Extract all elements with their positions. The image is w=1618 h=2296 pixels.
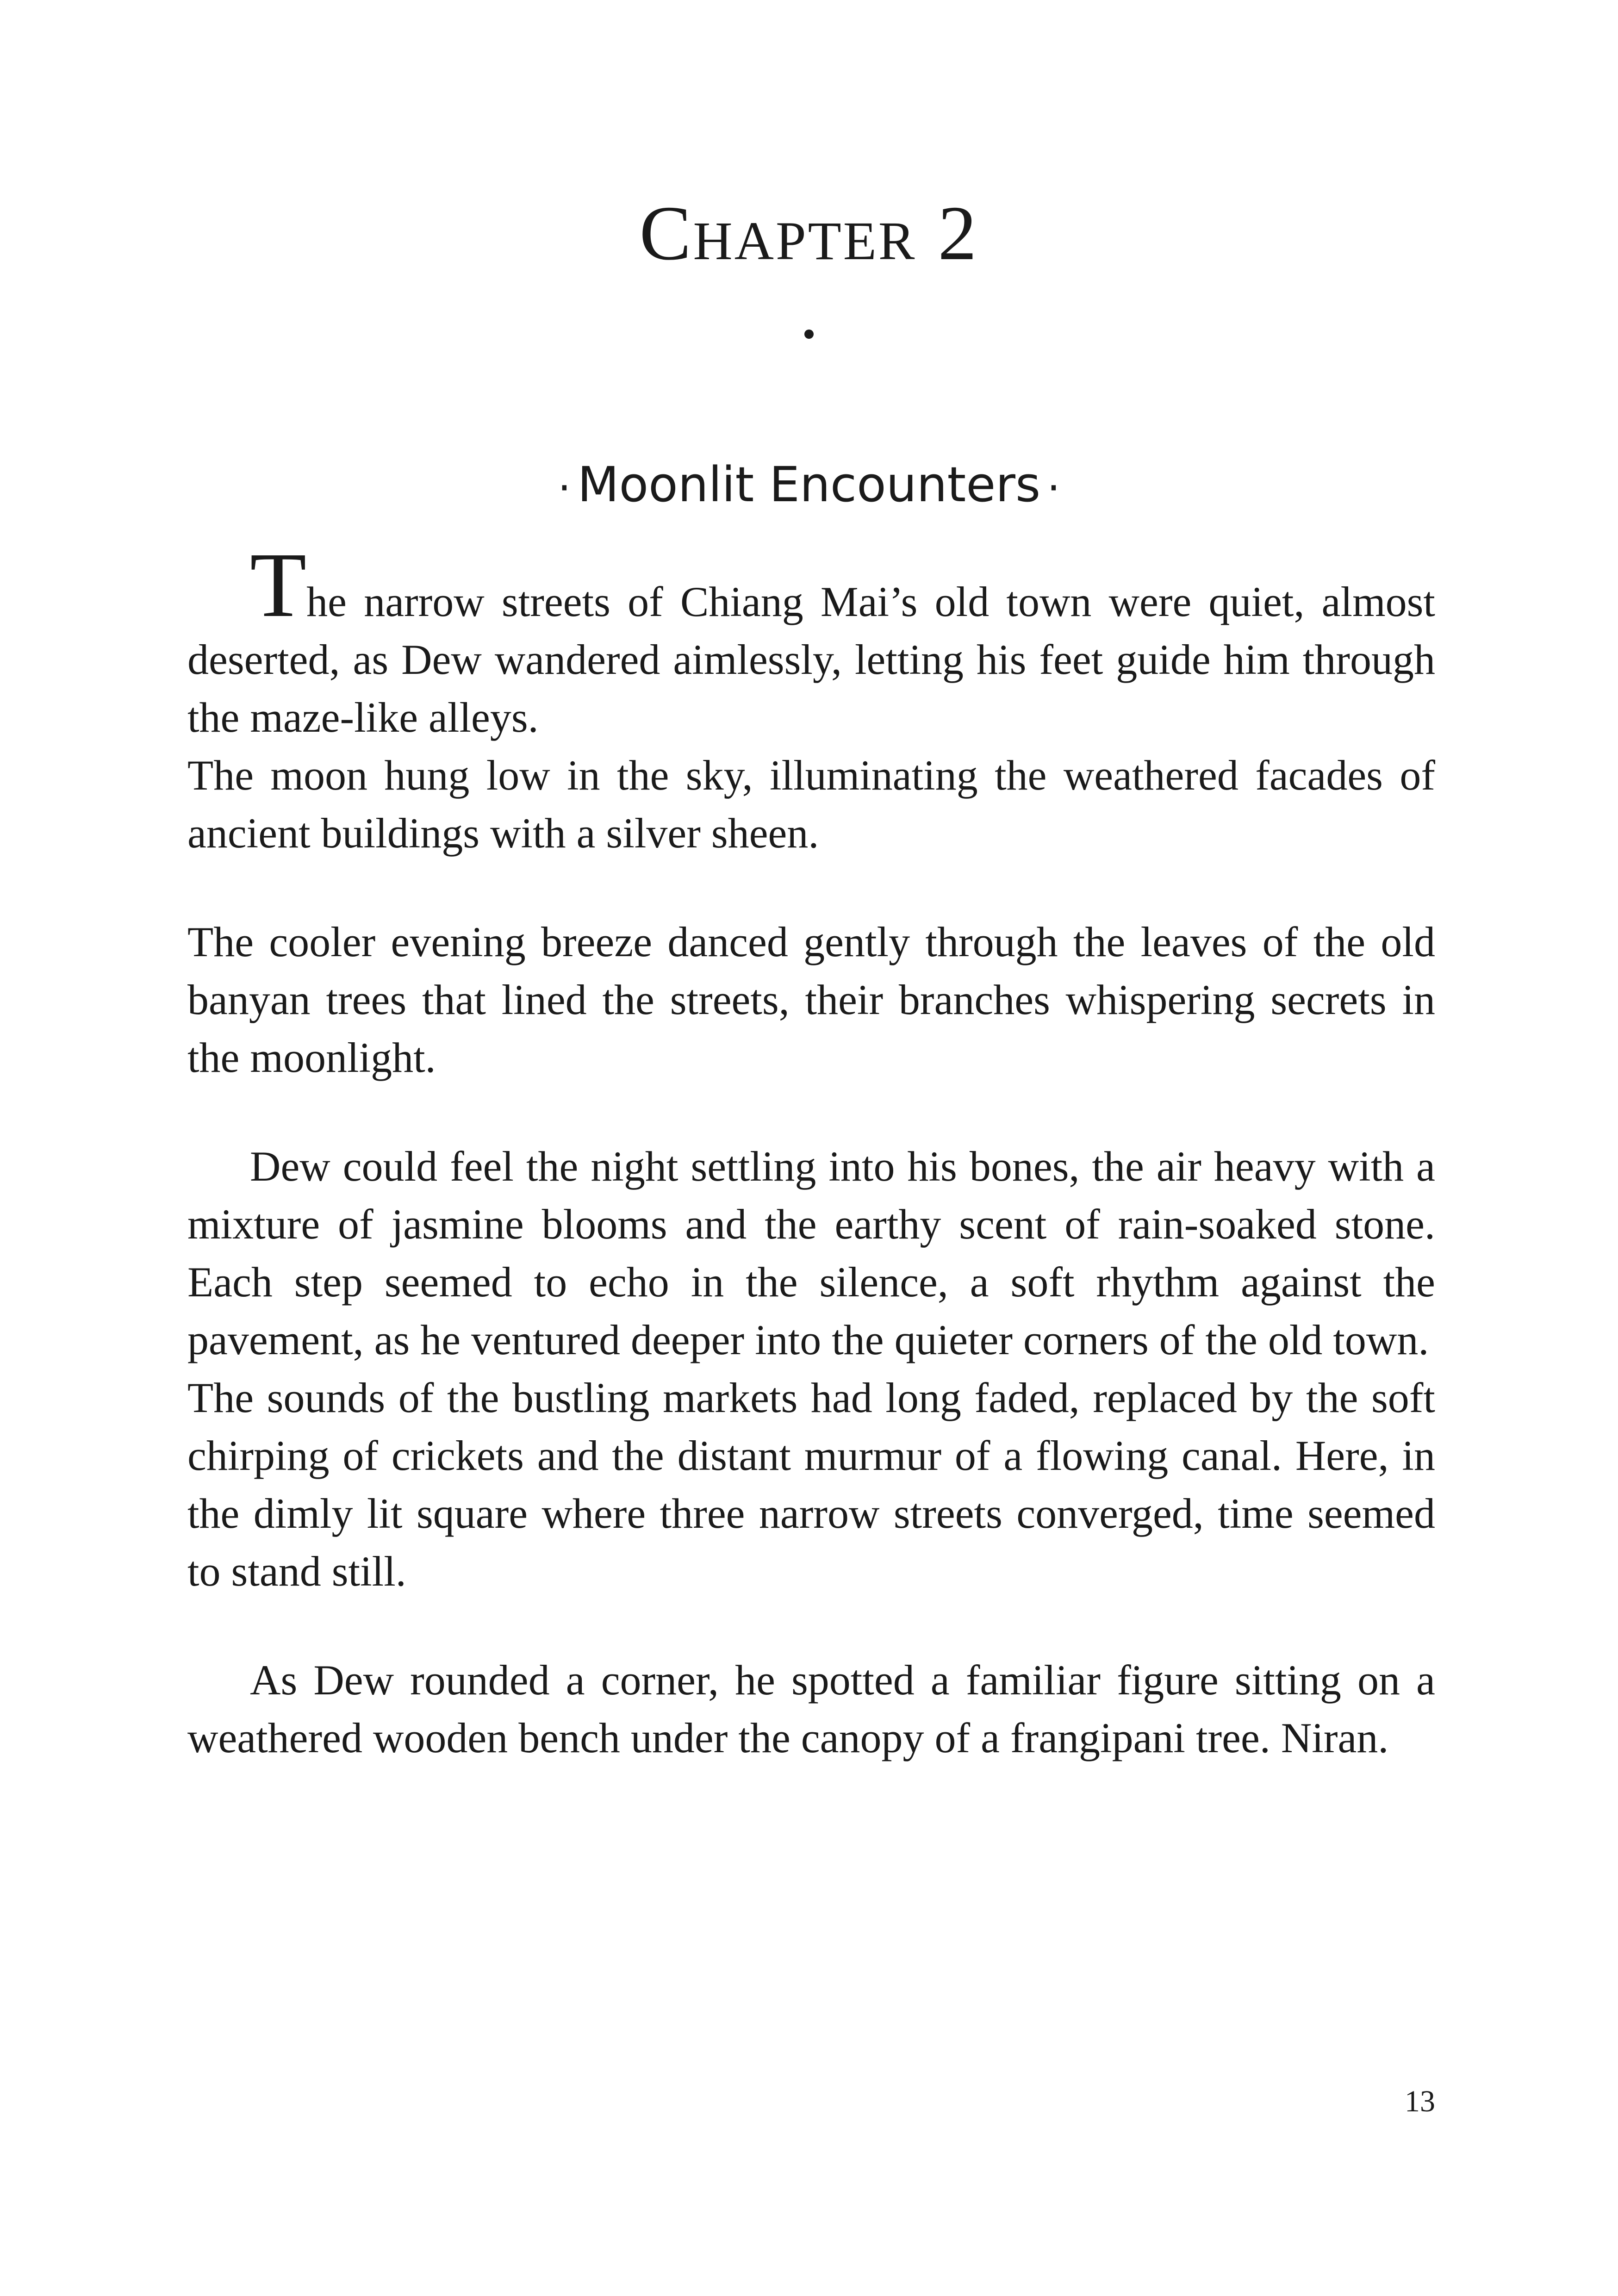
paragraph-gap [187,1087,1435,1138]
initial-letter: T [250,534,307,636]
page-number: 13 [1405,2084,1435,2118]
paragraph-gap [187,1600,1435,1651]
paragraph-gap [187,862,1435,913]
paragraph-6: As Dew rounded a corner, he spotted a familiar figure sitting on a weathered wooden bench under the canopy of a frangipani tree. Niran. [187,1656,1435,1761]
paragraph-3: The cooler evening breeze danced gently through the leaves of the old banyan trees that lined the streets, their branches whispering secrets in the moonlight. [187,918,1435,1081]
paragraph-1 [187,534,1435,747]
chapter-ornament-dot [804,330,814,339]
body-text [187,534,1435,1767]
chapter-subtitle [0,456,1618,513]
subtitle-ornament-right: · [1047,463,1060,512]
paragraph-4: Dew could feel the night settling into his bones, the air heavy with a mixture of jasmine blooms and the earthy scent of rain-soaked stone. Each step seemed to echo in the silence, a soft rhythm against the pavement, as he ventured deeper into the quieter corners of the old town. [187,1143,1435,1363]
chapter-subtitle-text: Moonlit Encounters [577,456,1041,513]
paragraph-2: The moon hung low in the sky, illuminating the weathered facades of ancient buildings with a silver sheen. [187,752,1435,857]
subtitle-ornament-left: · [558,463,571,512]
paragraph-1-text: he narrow streets of Chiang Mai’s old town were quiet, almost deserted, as Dew wandered aimlessly, letting his feet guide him through the maze-like alleys. [187,578,1435,741]
paragraph-5: The sounds of the bustling markets had long faded, replaced by the soft chirping of crickets and the distant murmur of a flowing canal. Here, in the dimly lit square where three narrow streets converged, time seemed to stand still. [187,1374,1435,1595]
chapter-title: Chapter 2 [639,190,979,276]
